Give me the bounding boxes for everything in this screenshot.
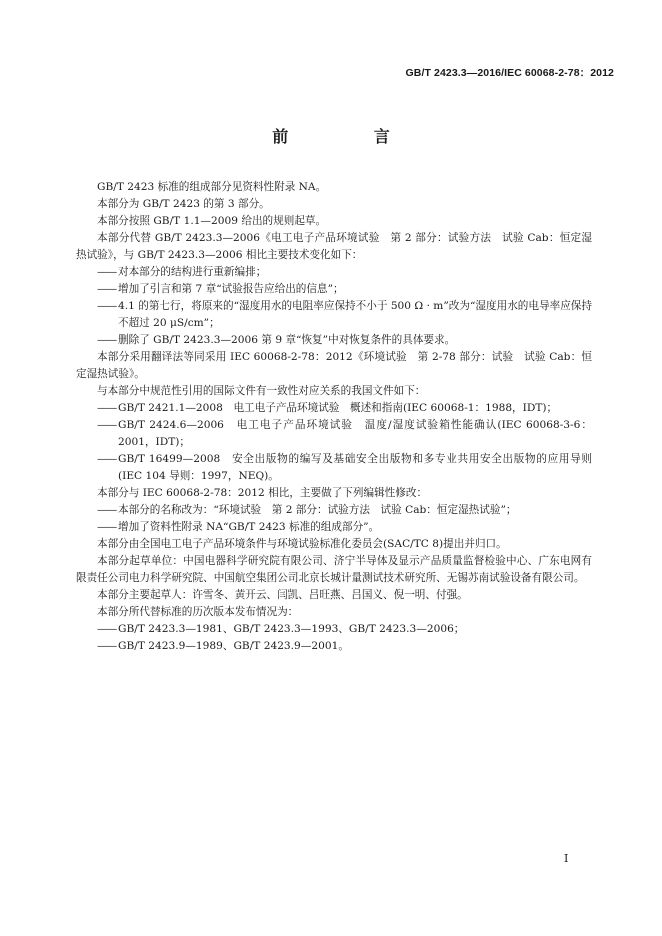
body-paragraph: 本部分采用翻译法等同采用 IEC 60068-2-78：2012《环境试验 第 2-78 部分：试验 试验 Cab：恒定湿热试验》。: [76, 351, 592, 380]
dash-item-text: GB/T 2423.9—1989、GB/T 2423.9—2001。: [118, 640, 349, 652]
dash-item-text: GB/T 2423.3—1981、GB/T 2423.3—1993、GB/T 2423.3—2006；: [118, 623, 465, 635]
dash-list-item: [76, 264, 592, 281]
dash-item-text: 删除了 GB/T 2423.3—2006 第 9 章“恢复”中对恢复条件的具体要求。: [118, 334, 456, 346]
dash-item-text: GB/T 2421.1—2008 电工电子产品环境试验 概述和指南(IEC 60068-1：1988，IDT)；: [118, 402, 558, 414]
dash-item-text: 对本部分的结构进行重新编排；: [118, 266, 267, 278]
dash-list-item: [76, 638, 592, 655]
dash-list-item: [76, 621, 592, 638]
dash-list-item: [76, 400, 592, 417]
dash-list-item: [76, 502, 592, 519]
dash-list-item: [76, 519, 592, 536]
em-dash-marker: ——: [97, 334, 117, 346]
body-paragraph: 与本部分中规范性引用的国际文件有一致性对应关系的我国文件如下：: [97, 385, 426, 397]
em-dash-marker: ——: [97, 521, 117, 533]
dash-list-item: [76, 298, 592, 332]
em-dash-marker: ——: [97, 453, 117, 465]
standard-number-header: GB/T 2423.3—2016/IEC 60068-2-78：2012: [405, 67, 614, 79]
em-dash-marker: ——: [97, 300, 117, 312]
page-title: 前 言: [272, 127, 430, 146]
dash-list-item: [76, 281, 592, 298]
body-paragraph: GB/T 2423 标准的组成部分见资料性附录 NA。: [97, 181, 327, 193]
dash-item-text: GB/T 2424.6—2006 电工电子产品环境试验 温度/湿度试验箱性能确认(IEC 60068-3-6：2001，IDT)；: [118, 419, 592, 448]
dash-list-item: [76, 332, 592, 349]
dash-item-text: 增加了资料性附录 NA“GB/T 2423 标准的组成部分”。: [118, 521, 380, 533]
body-paragraph: 本部分与 IEC 60068-2-78：2012 相比，主要做了下列编辑性修改：: [97, 487, 428, 499]
em-dash-marker: ——: [97, 504, 117, 516]
body-paragraph: 本部分所代替标准的历次版本发布情况为：: [97, 606, 299, 618]
body-paragraph: 本部分为 GB/T 2423 的第 3 部分。: [97, 198, 270, 210]
em-dash-marker: ——: [97, 266, 117, 278]
dash-item-text: GB/T 16499—2008 安全出版物的编写及基础安全出版物和多专业共用安全出版物的应用导则(IEC 104 导则：1997，NEQ)。: [118, 453, 592, 482]
body-paragraph: 本部分代替 GB/T 2423.3—2006《电工电子产品环境试验 第 2 部分：试验方法 试验 Cab：恒定湿热试验》，与 GB/T 2423.3—2006 相比主要技术变化如下：: [76, 232, 592, 261]
foreword-body: [76, 179, 592, 655]
em-dash-marker: ——: [97, 402, 117, 414]
dash-item-text: 4.1 的第七行，将原来的“湿度用水的电阻率应保持不小于 500 Ω · m”改为“湿度用水的电导率应保持不超过 20 μS/cm”；: [118, 300, 592, 329]
dash-item-text: 本部分的名称改为：“环境试验 第 2 部分：试验方法 试验 Cab：恒定湿热试验”；: [118, 504, 517, 516]
body-paragraph: 本部分由全国电工电子产品环境条件与环境试验标准化委员会(SAC/TC 8)提出并归口。: [97, 538, 507, 550]
body-paragraph: 本部分起草单位：中国电器科学研究院有限公司、济宁半导体及显示产品质量监督检验中心、广东电网有限责任公司电力科学研究院、中国航空集团公司北京长城计量测试技术研究所、无锡苏南试验设备有限公司。: [76, 555, 592, 584]
em-dash-marker: ——: [97, 419, 117, 431]
body-paragraph: 本部分主要起草人：许雪冬、黄开云、闫凯、吕旺燕、吕国义、倪一明、付强。: [97, 589, 468, 601]
dash-item-text: 增加了引言和第 7 章“试验报告应给出的信息”；: [118, 283, 344, 295]
em-dash-marker: ——: [97, 640, 117, 652]
em-dash-marker: ——: [97, 283, 117, 295]
dash-list-item: [76, 417, 592, 451]
body-paragraph: 本部分按照 GB/T 1.1—2009 给出的规则起草。: [97, 215, 327, 227]
dash-list-item: [76, 451, 592, 485]
page-number: I: [564, 852, 569, 865]
em-dash-marker: ——: [97, 623, 117, 635]
